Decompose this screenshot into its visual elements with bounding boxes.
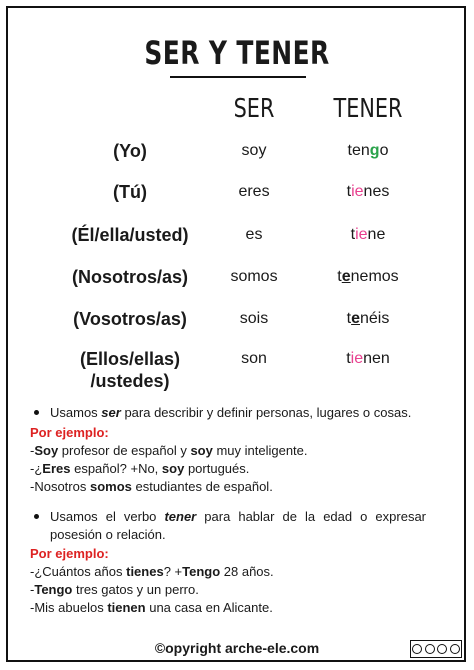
tener-ending: nen [363,350,390,367]
tener-form [318,350,418,368]
bullet-icon [34,514,39,519]
pronoun: (Tú) [113,182,147,202]
note-text: Usamos el verbo [50,509,165,524]
column-header-ser: SER [233,94,275,124]
example-heading: Por ejemplo: [30,425,109,440]
pronoun: (Él/ella/usted) [71,225,189,245]
page-title: SER Y TENER [144,34,330,72]
ser-form: eres [238,183,270,200]
example-line: -Tengo tres gatos y un perro. [30,582,199,597]
pronoun: (Nosotros/as) [71,267,188,287]
ser-form: sois [239,310,269,327]
tener-form [318,183,418,201]
ser-form: son [241,350,267,367]
tener-ending: nemos [350,268,399,285]
example-line: -Soy profesor de español y soy muy inteligente. [30,443,308,458]
usage-note-ser [50,404,426,422]
tener-form [318,268,418,286]
example-line: -¿Eres español? +No, soy portugués. [30,461,250,476]
ser-form: soy [241,142,267,159]
tener-form [318,226,418,244]
tener-ending: o [379,142,389,159]
note-text: Usamos [50,405,102,420]
note-text: para hablar de la edad o expresar posesión o relación. [50,509,427,542]
tener-stem: ten [347,142,370,159]
tener-stem: t [346,350,351,367]
pronoun [40,348,220,392]
tener-stem: t [337,268,342,285]
pronoun: (Vosotros/as) [73,309,187,329]
tener-form [318,142,418,160]
tener-form [318,310,418,328]
pronoun: (Yo) [113,141,147,161]
note-verb: tener [164,509,197,524]
examples-tener [30,545,442,617]
example-heading: Por ejemplo: [30,546,109,561]
usage-note-tener [50,508,426,544]
ser-form: es [245,226,263,243]
note-verb: ser [101,405,121,420]
tener-stem: t [346,310,352,327]
tener-stem: t [346,183,352,200]
tener-irregular-part: ie [350,350,364,367]
tener-irregular-part: ie [355,226,368,243]
tener-ending: nes [363,183,390,200]
tener-ending: néis [360,310,390,327]
cc-by-nc-nd-icon [410,640,462,658]
note-text: para describir y definir personas, lugares o cosas. [120,405,412,420]
ser-form: somos [230,268,278,285]
pronoun-line-2: /ustedes) [90,371,170,391]
pronoun-line-1: (Ellos/ellas) [79,349,181,369]
tener-irregular-part: g [369,142,380,159]
example-line: -Nosotros somos estudiantes de español. [30,479,273,494]
column-header-tener: TENER [333,94,403,124]
title-underline [170,76,306,78]
bullet-icon [34,410,39,415]
tener-regular-part: e [341,268,351,285]
example-line: -¿Cuántos años tienes? +Tengo 28 años. [30,564,274,579]
tener-stem: t [350,226,356,243]
example-line: -Mis abuelos tienen una casa en Alicante. [30,600,273,615]
tener-regular-part: e [351,310,360,327]
copyright-footer: ©opyright arche-ele.com [154,640,320,656]
tener-irregular-part: ie [351,183,364,200]
tener-ending: ne [367,226,386,243]
examples-ser [30,424,442,496]
